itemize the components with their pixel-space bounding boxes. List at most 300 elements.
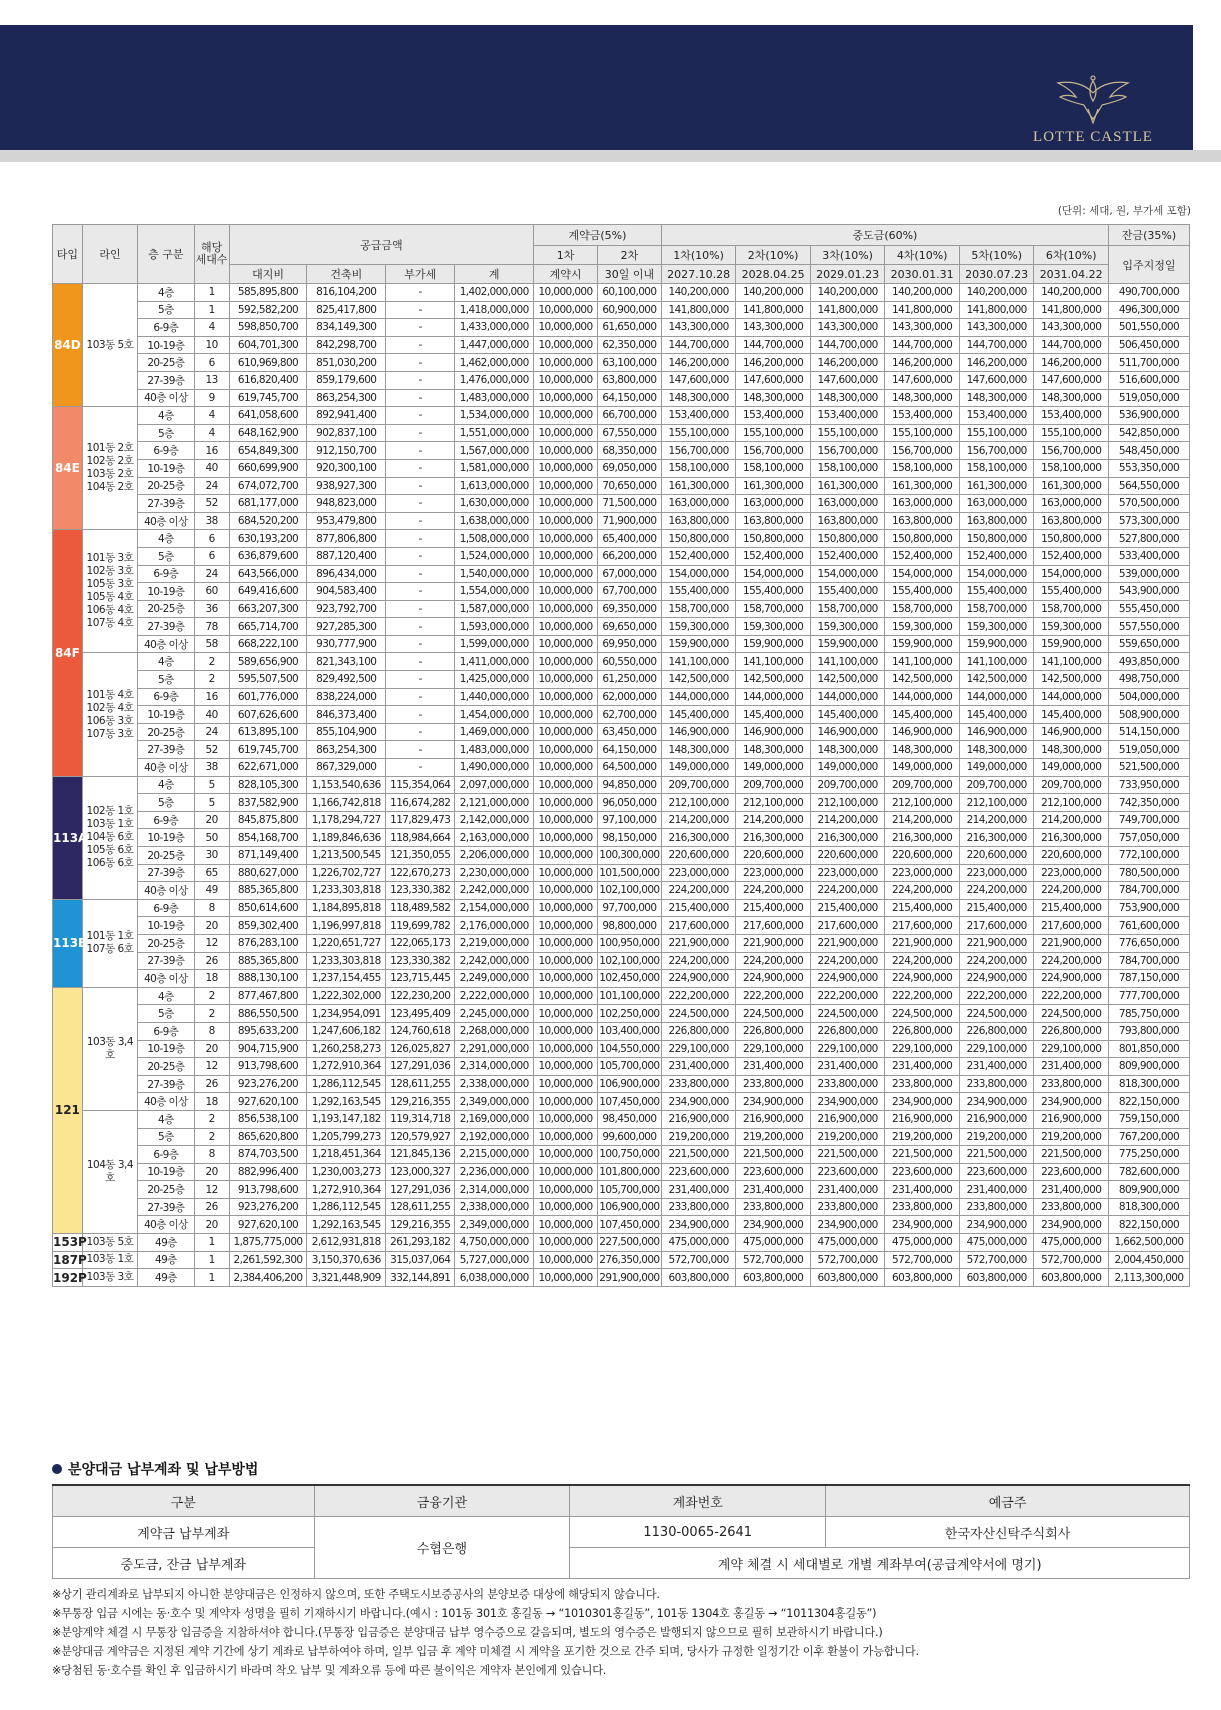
middle-payment-cell: 224,900,000 — [661, 970, 736, 988]
vat-cell: 117,829,473 — [386, 811, 455, 829]
units-cell: 78 — [194, 618, 229, 636]
vat-cell: - — [386, 459, 455, 477]
header-mid-4: 4차(10%) — [885, 246, 960, 265]
deposit1-cell: 10,000,000 — [534, 1234, 598, 1252]
deposit2-cell: 106,900,000 — [597, 1198, 661, 1216]
deposit2-cell: 94,850,000 — [597, 776, 661, 794]
floor-cell: 6-9층 — [138, 899, 194, 917]
deposit2-cell: 64,500,000 — [597, 759, 661, 777]
middle-payment-cell: 224,500,000 — [736, 1005, 811, 1023]
table-row — [53, 600, 1190, 618]
middle-payment-cell: 156,700,000 — [1034, 442, 1109, 460]
total-cell: 1,524,000,000 — [455, 547, 534, 565]
units-cell: 20 — [194, 1163, 229, 1181]
floor-cell: 40층 이상 — [138, 882, 194, 900]
deposit1-cell: 10,000,000 — [534, 829, 598, 847]
table-row — [53, 970, 1190, 988]
units-cell: 24 — [194, 723, 229, 741]
middle-payment-cell: 229,100,000 — [810, 1040, 885, 1058]
vat-cell: 116,674,282 — [386, 794, 455, 812]
middle-payment-cell: 220,600,000 — [810, 847, 885, 865]
land-cost-cell: 601,776,000 — [229, 688, 307, 706]
deposit2-cell: 98,800,000 — [597, 917, 661, 935]
deposit2-cell: 100,300,000 — [597, 847, 661, 865]
total-cell: 2,154,000,000 — [455, 899, 534, 917]
building-cost-cell: 1,230,003,273 — [307, 1163, 386, 1181]
deposit2-cell: 61,250,000 — [597, 671, 661, 689]
units-cell: 13 — [194, 371, 229, 389]
table-row — [53, 847, 1190, 865]
middle-payment-cell: 212,100,000 — [885, 794, 960, 812]
deposit1-cell: 10,000,000 — [534, 970, 598, 988]
deposit1-cell: 10,000,000 — [534, 1146, 598, 1164]
total-cell: 1,490,000,000 — [455, 759, 534, 777]
total-cell: 2,249,000,000 — [455, 970, 534, 988]
middle-payment-cell: 231,400,000 — [736, 1181, 811, 1199]
balance-cell: 733,950,000 — [1108, 776, 1189, 794]
units-cell: 65 — [194, 864, 229, 882]
floor-cell: 40층 이상 — [138, 970, 194, 988]
header-mid-1: 1차(10%) — [661, 246, 736, 265]
middle-payment-cell: 233,800,000 — [885, 1075, 960, 1093]
deposit1-cell: 10,000,000 — [534, 1110, 598, 1128]
building-cost-cell: 829,492,500 — [307, 671, 386, 689]
note-item: ※무통장 입금 시에는 동·호수 및 계약자 성명을 필히 기재하시기 바랍니다.(예시 : 101동 301호 홍길동 → “1010301홍길동”, 101동 1304호 홍길동 → “1011304홍길동”) — [52, 1607, 877, 1620]
middle-payment-cell: 221,900,000 — [736, 934, 811, 952]
building-cost-cell: 953,479,800 — [307, 512, 386, 530]
vat-cell: - — [386, 618, 455, 636]
deposit1-cell: 10,000,000 — [534, 847, 598, 865]
table-row — [53, 1005, 1190, 1023]
middle-payment-cell: 224,900,000 — [736, 970, 811, 988]
total-cell: 2,169,000,000 — [455, 1110, 534, 1128]
land-cost-cell: 859,302,400 — [229, 917, 307, 935]
middle-payment-cell: 224,900,000 — [810, 970, 885, 988]
middle-payment-cell: 147,600,000 — [736, 371, 811, 389]
balance-cell: 784,700,000 — [1108, 952, 1189, 970]
deposit2-cell: 227,500,000 — [597, 1234, 661, 1252]
building-cost-cell: 1,166,742,818 — [307, 794, 386, 812]
table-row — [53, 1110, 1190, 1128]
middle-payment-cell: 231,400,000 — [810, 1058, 885, 1076]
middle-payment-cell: 163,000,000 — [959, 495, 1034, 513]
middle-payment-cell: 159,300,000 — [1034, 618, 1109, 636]
deposit2-cell: 63,100,000 — [597, 354, 661, 372]
middle-payment-cell: 215,400,000 — [661, 899, 736, 917]
table-row — [53, 1058, 1190, 1076]
middle-payment-cell: 216,300,000 — [885, 829, 960, 847]
header-mid-date-5: 2030.07.23 — [959, 265, 1034, 284]
land-cost-cell: 854,168,700 — [229, 829, 307, 847]
middle-payment-cell: 224,500,000 — [661, 1005, 736, 1023]
middle-payment-cell: 212,100,000 — [736, 794, 811, 812]
vat-cell: - — [386, 688, 455, 706]
vat-cell: 120,579,927 — [386, 1128, 455, 1146]
floor-cell: 10-19층 — [138, 583, 194, 601]
middle-payment-cell: 141,800,000 — [810, 301, 885, 319]
balance-cell: 553,350,000 — [1108, 459, 1189, 477]
middle-payment-cell: 161,300,000 — [1034, 477, 1109, 495]
middle-payment-cell: 223,000,000 — [810, 864, 885, 882]
middle-payment-cell: 149,000,000 — [661, 759, 736, 777]
building-cost-cell: 930,777,900 — [307, 635, 386, 653]
header-deposit: 계약금(5%) — [534, 225, 662, 246]
vat-cell: 126,025,827 — [386, 1040, 455, 1058]
middle-payment-cell: 155,100,000 — [1034, 424, 1109, 442]
land-cost-cell: 904,715,900 — [229, 1040, 307, 1058]
units-cell: 4 — [194, 424, 229, 442]
floor-cell: 5층 — [138, 671, 194, 689]
units-cell: 58 — [194, 635, 229, 653]
middle-payment-cell: 233,800,000 — [1034, 1075, 1109, 1093]
middle-payment-cell: 150,800,000 — [885, 530, 960, 548]
building-cost-cell: 1,153,540,636 — [307, 776, 386, 794]
building-cost-cell: 851,030,200 — [307, 354, 386, 372]
middle-payment-cell: 155,100,000 — [661, 424, 736, 442]
middle-payment-cell: 158,100,000 — [1034, 459, 1109, 477]
balance-cell: 780,500,000 — [1108, 864, 1189, 882]
units-cell: 24 — [194, 565, 229, 583]
middle-payment-cell: 146,200,000 — [810, 354, 885, 372]
total-cell: 2,206,000,000 — [455, 847, 534, 865]
type-cell: 192P — [53, 1270, 87, 1285]
vat-cell: - — [386, 741, 455, 759]
middle-payment-cell: 216,900,000 — [661, 1110, 736, 1128]
total-cell: 2,349,000,000 — [455, 1093, 534, 1111]
middle-payment-cell: 141,800,000 — [736, 301, 811, 319]
units-cell: 20 — [194, 917, 229, 935]
land-cost-cell: 585,895,800 — [229, 284, 307, 302]
units-cell: 18 — [194, 1093, 229, 1111]
middle-payment-cell: 163,800,000 — [1034, 512, 1109, 530]
middle-payment-cell: 148,300,000 — [959, 389, 1034, 407]
middle-payment-cell: 217,600,000 — [1034, 917, 1109, 935]
land-cost-cell: 668,222,100 — [229, 635, 307, 653]
deposit1-cell: 10,000,000 — [534, 723, 598, 741]
vat-cell: 121,845,136 — [386, 1146, 455, 1164]
price-table-body — [53, 284, 1190, 1287]
deposit2-cell: 64,150,000 — [597, 389, 661, 407]
middle-payment-cell: 144,700,000 — [959, 336, 1034, 354]
middle-payment-cell: 217,600,000 — [810, 917, 885, 935]
deposit2-cell: 66,200,000 — [597, 547, 661, 565]
middle-payment-cell: 148,300,000 — [736, 741, 811, 759]
total-cell: 2,245,000,000 — [455, 1005, 534, 1023]
total-cell: 1,440,000,000 — [455, 688, 534, 706]
building-cost-cell: 863,254,300 — [307, 389, 386, 407]
units-cell: 26 — [194, 1198, 229, 1216]
middle-payment-cell: 215,400,000 — [736, 899, 811, 917]
floor-cell: 5층 — [138, 424, 194, 442]
middle-payment-cell: 224,200,000 — [736, 952, 811, 970]
deposit1-cell: 10,000,000 — [534, 1128, 598, 1146]
middle-payment-cell: 159,300,000 — [736, 618, 811, 636]
header-mid-6: 6차(10%) — [1034, 246, 1109, 265]
middle-payment-cell: 224,200,000 — [736, 882, 811, 900]
table-row — [53, 459, 1190, 477]
balance-cell: 753,900,000 — [1108, 899, 1189, 917]
table-row — [53, 442, 1190, 460]
units-cell: 18 — [194, 970, 229, 988]
middle-payment-cell: 161,300,000 — [885, 477, 960, 495]
table-row — [53, 354, 1190, 372]
line-cell: 103동 3,4호 — [82, 987, 137, 1110]
table-row — [53, 512, 1190, 530]
deposit2-cell: 60,550,000 — [597, 653, 661, 671]
middle-payment-cell: 572,700,000 — [885, 1251, 960, 1269]
deposit1-cell: 10,000,000 — [534, 1251, 598, 1269]
middle-payment-cell: 222,200,000 — [661, 987, 736, 1005]
building-cost-cell: 896,434,000 — [307, 565, 386, 583]
middle-payment-cell: 155,100,000 — [885, 424, 960, 442]
middle-payment-cell: 219,200,000 — [959, 1128, 1034, 1146]
balance-cell: 557,550,000 — [1108, 618, 1189, 636]
middle-payment-cell: 141,100,000 — [1034, 653, 1109, 671]
balance-cell: 504,000,000 — [1108, 688, 1189, 706]
building-cost-cell: 1,272,910,364 — [307, 1181, 386, 1199]
land-cost-cell: 913,798,600 — [229, 1181, 307, 1199]
deposit1-cell: 10,000,000 — [534, 301, 598, 319]
balance-cell: 742,350,000 — [1108, 794, 1189, 812]
middle-payment-cell: 219,200,000 — [661, 1128, 736, 1146]
header-total: 계 — [455, 265, 534, 284]
middle-payment-cell: 140,200,000 — [736, 284, 811, 302]
building-cost-cell: 920,300,100 — [307, 459, 386, 477]
header-building: 건축비 — [307, 265, 386, 284]
middle-payment-cell: 163,800,000 — [736, 512, 811, 530]
table-row — [53, 424, 1190, 442]
vat-cell: 123,000,327 — [386, 1163, 455, 1181]
middle-payment-cell: 147,600,000 — [885, 371, 960, 389]
building-cost-cell: 1,286,112,545 — [307, 1198, 386, 1216]
middle-payment-cell: 216,900,000 — [736, 1110, 811, 1128]
middle-payment-cell: 144,700,000 — [661, 336, 736, 354]
land-cost-cell: 927,620,100 — [229, 1093, 307, 1111]
table-row — [53, 759, 1190, 777]
land-cost-cell: 882,996,400 — [229, 1163, 307, 1181]
units-cell: 6 — [194, 530, 229, 548]
vat-cell: - — [386, 319, 455, 337]
floor-cell: 5층 — [138, 301, 194, 319]
deposit2-cell: 103,400,000 — [597, 1022, 661, 1040]
middle-payment-cell: 234,900,000 — [959, 1216, 1034, 1234]
deposit2-cell: 60,100,000 — [597, 284, 661, 302]
deposit1-cell: 10,000,000 — [534, 653, 598, 671]
building-cost-cell: 834,149,300 — [307, 319, 386, 337]
middle-payment-cell: 143,300,000 — [810, 319, 885, 337]
land-cost-cell: 845,875,800 — [229, 811, 307, 829]
deposit2-cell: 67,700,000 — [597, 583, 661, 601]
middle-payment-cell: 144,000,000 — [810, 688, 885, 706]
middle-payment-cell: 158,700,000 — [885, 600, 960, 618]
middle-payment-cell: 233,800,000 — [810, 1075, 885, 1093]
middle-payment-cell: 216,300,000 — [810, 829, 885, 847]
balance-cell: 533,400,000 — [1108, 547, 1189, 565]
units-cell: 5 — [194, 776, 229, 794]
balance-cell: 809,900,000 — [1108, 1181, 1189, 1199]
units-cell: 1 — [194, 1234, 229, 1252]
units-cell: 2 — [194, 671, 229, 689]
vat-cell: - — [386, 583, 455, 601]
middle-payment-cell: 150,800,000 — [1034, 530, 1109, 548]
header-balance: 잔금(35%) — [1108, 225, 1189, 246]
middle-payment-cell: 572,700,000 — [1034, 1251, 1109, 1269]
units-cell: 1 — [194, 1251, 229, 1269]
units-cell: 40 — [194, 706, 229, 724]
table-row — [53, 688, 1190, 706]
vat-cell: - — [386, 547, 455, 565]
building-cost-cell: 927,285,300 — [307, 618, 386, 636]
total-cell: 1,593,000,000 — [455, 618, 534, 636]
land-cost-cell: 885,365,800 — [229, 882, 307, 900]
middle-payment-cell: 163,800,000 — [959, 512, 1034, 530]
middle-payment-cell: 144,700,000 — [736, 336, 811, 354]
deposit2-cell: 105,700,000 — [597, 1058, 661, 1076]
units-cell: 20 — [194, 1040, 229, 1058]
total-cell: 2,121,000,000 — [455, 794, 534, 812]
note-item: ※당첨된 동·호수를 확인 후 입금하시기 바라며 착오 납부 및 계좌오류 등에 따른 불이익은 계약자 본인에게 있습니다. — [52, 1664, 607, 1677]
middle-payment-cell: 158,100,000 — [959, 459, 1034, 477]
deposit2-cell: 67,000,000 — [597, 565, 661, 583]
balance-cell: 548,450,000 — [1108, 442, 1189, 460]
middle-payment-cell: 221,900,000 — [885, 934, 960, 952]
middle-payment-cell: 229,100,000 — [885, 1040, 960, 1058]
vat-cell: 332,144,891 — [386, 1269, 455, 1287]
middle-payment-cell: 163,000,000 — [736, 495, 811, 513]
pay-header-category: 구분 — [53, 1485, 315, 1517]
middle-payment-cell: 223,600,000 — [661, 1163, 736, 1181]
balance-cell: 527,800,000 — [1108, 530, 1189, 548]
middle-payment-cell: 220,600,000 — [736, 847, 811, 865]
deposit1-cell: 10,000,000 — [534, 882, 598, 900]
deposit2-cell: 69,350,000 — [597, 600, 661, 618]
middle-payment-cell: 147,600,000 — [1034, 371, 1109, 389]
floor-cell: 10-19층 — [138, 706, 194, 724]
total-cell: 4,750,000,000 — [455, 1234, 534, 1252]
middle-payment-cell: 234,900,000 — [736, 1093, 811, 1111]
table-row — [53, 1040, 1190, 1058]
middle-payment-cell: 142,500,000 — [1034, 671, 1109, 689]
total-cell: 2,222,000,000 — [455, 987, 534, 1005]
middle-payment-cell: 148,300,000 — [1034, 741, 1109, 759]
line-cell: 103동 5호 — [82, 1234, 137, 1252]
balance-cell: 784,700,000 — [1108, 882, 1189, 900]
balance-cell: 496,300,000 — [1108, 301, 1189, 319]
type-cell: 113B — [53, 899, 83, 987]
floor-cell: 4층 — [138, 530, 194, 548]
total-cell: 1,554,000,000 — [455, 583, 534, 601]
middle-payment-cell: 221,500,000 — [661, 1146, 736, 1164]
table-row — [53, 811, 1190, 829]
units-cell: 1 — [194, 284, 229, 302]
middle-payment-cell: 222,200,000 — [1034, 987, 1109, 1005]
land-cost-cell: 880,627,000 — [229, 864, 307, 882]
total-cell: 2,338,000,000 — [455, 1075, 534, 1093]
type-cell: 113A — [53, 776, 83, 899]
balance-cell: 543,900,000 — [1108, 583, 1189, 601]
middle-payment-cell: 216,900,000 — [810, 1110, 885, 1128]
middle-payment-cell: 475,000,000 — [661, 1234, 736, 1252]
middle-payment-cell: 209,700,000 — [661, 776, 736, 794]
total-cell: 2,215,000,000 — [455, 1146, 534, 1164]
units-cell: 1 — [194, 1269, 229, 1287]
land-cost-cell: 923,276,200 — [229, 1075, 307, 1093]
building-cost-cell: 1,218,451,364 — [307, 1146, 386, 1164]
floor-cell: 4층 — [138, 407, 194, 425]
deposit2-cell: 102,100,000 — [597, 882, 661, 900]
vat-cell: - — [386, 530, 455, 548]
middle-payment-cell: 150,800,000 — [736, 530, 811, 548]
deposit1-cell: 10,000,000 — [534, 1040, 598, 1058]
unit-note: (단위: 세대, 원, 부가세 포함) — [1057, 205, 1191, 217]
line-cell: 103동 5호 — [82, 284, 137, 407]
deposit2-cell: 105,700,000 — [597, 1181, 661, 1199]
total-cell: 1,402,000,000 — [455, 284, 534, 302]
vat-cell: - — [386, 442, 455, 460]
middle-payment-cell: 212,100,000 — [810, 794, 885, 812]
middle-payment-cell: 215,400,000 — [1034, 899, 1109, 917]
middle-payment-cell: 224,200,000 — [661, 952, 736, 970]
middle-payment-cell: 216,900,000 — [959, 1110, 1034, 1128]
deposit1-cell: 10,000,000 — [534, 635, 598, 653]
balance-cell: 542,850,000 — [1108, 424, 1189, 442]
header-land: 대지비 — [229, 265, 307, 284]
units-cell: 16 — [194, 688, 229, 706]
middle-payment-cell: 572,700,000 — [736, 1251, 811, 1269]
table-row — [53, 495, 1190, 513]
table-row — [53, 1269, 1190, 1287]
deposit1-cell: 10,000,000 — [534, 442, 598, 460]
line-cell: 102동 1호 103동 1호 104동 6호 105동 6호 106동 6호 — [82, 776, 137, 899]
middle-payment-cell: 159,900,000 — [959, 635, 1034, 653]
header-mid-date-3: 2029.01.23 — [810, 265, 885, 284]
floor-cell: 49층 — [138, 1234, 194, 1252]
building-cost-cell: 863,254,300 — [307, 741, 386, 759]
middle-payment-cell: 144,000,000 — [736, 688, 811, 706]
building-cost-cell: 892,941,400 — [307, 407, 386, 425]
balance-cell: 539,000,000 — [1108, 565, 1189, 583]
units-cell: 12 — [194, 934, 229, 952]
total-cell: 2,242,000,000 — [455, 882, 534, 900]
table-row — [53, 987, 1190, 1005]
units-cell: 52 — [194, 741, 229, 759]
units-cell: 8 — [194, 1022, 229, 1040]
middle-payment-cell: 221,500,000 — [1034, 1146, 1109, 1164]
middle-payment-cell: 214,200,000 — [736, 811, 811, 829]
middle-payment-cell: 223,600,000 — [959, 1163, 1034, 1181]
deposit2-cell: 98,450,000 — [597, 1110, 661, 1128]
middle-payment-cell: 144,700,000 — [885, 336, 960, 354]
middle-payment-cell: 161,300,000 — [736, 477, 811, 495]
lotte-castle-logo — [1033, 73, 1153, 146]
middle-payment-cell: 231,400,000 — [959, 1058, 1034, 1076]
balance-cell: 775,250,000 — [1108, 1146, 1189, 1164]
land-cost-cell: 1,875,775,000 — [229, 1234, 307, 1252]
building-cost-cell: 1,247,606,182 — [307, 1022, 386, 1040]
middle-payment-cell: 220,600,000 — [885, 847, 960, 865]
middle-payment-cell: 155,400,000 — [736, 583, 811, 601]
middle-payment-cell: 475,000,000 — [1034, 1234, 1109, 1252]
header-floor: 층 구분 — [138, 225, 194, 284]
table-row — [53, 1234, 1190, 1252]
total-cell: 1,508,000,000 — [455, 530, 534, 548]
middle-payment-cell: 233,800,000 — [661, 1198, 736, 1216]
deposit1-cell: 10,000,000 — [534, 371, 598, 389]
deposit2-cell: 96,050,000 — [597, 794, 661, 812]
middle-payment-cell: 143,300,000 — [959, 319, 1034, 337]
middle-payment-cell: 154,000,000 — [736, 565, 811, 583]
floor-cell: 10-19층 — [138, 917, 194, 935]
